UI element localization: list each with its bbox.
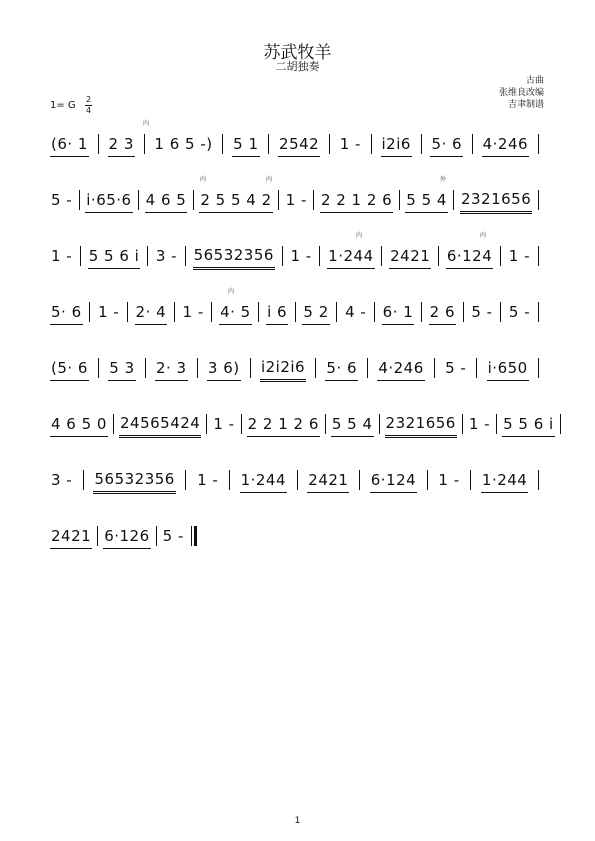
measure: 4·246 <box>482 132 529 157</box>
barline <box>138 190 139 210</box>
measure: 5 5 6 i <box>88 244 141 269</box>
measure: 2· 4 <box>135 300 168 325</box>
measure: 5 5 6 i <box>502 412 555 437</box>
measure: 5 1 <box>232 132 259 157</box>
barline <box>156 526 157 546</box>
barline <box>367 358 368 378</box>
barline <box>258 302 259 322</box>
barline <box>421 134 422 154</box>
time-signature <box>85 96 92 115</box>
measure: 1 - <box>97 303 120 321</box>
barline <box>500 302 501 322</box>
measure: i 6 <box>266 300 288 325</box>
barline <box>359 470 360 490</box>
notation-line <box>50 300 544 324</box>
measure: i·650 <box>487 356 529 381</box>
barline <box>538 246 539 266</box>
measure: 5· 6 <box>50 300 83 325</box>
barline <box>295 302 296 322</box>
notation-line <box>50 356 544 380</box>
measure: 6· 1 <box>382 300 415 325</box>
barline <box>83 470 84 490</box>
measure: 2421 <box>389 244 431 269</box>
measure: 1·244 <box>481 468 528 493</box>
score-title: 苏武牧羊 <box>263 43 332 63</box>
measure: 6·124 <box>370 468 417 493</box>
barline <box>222 134 223 154</box>
barline <box>538 358 539 378</box>
score-subtitle: 二胡独奏 <box>275 60 320 73</box>
bowing-annotation: 内 <box>200 176 207 183</box>
barline <box>421 302 422 322</box>
measure: 1 - <box>182 303 204 321</box>
measure: 5 - <box>445 359 467 377</box>
measure: 1 - <box>213 415 235 433</box>
barline <box>371 134 372 154</box>
barline <box>197 358 198 378</box>
time-signature-top: 2 <box>85 95 92 104</box>
barline <box>427 470 428 490</box>
measure: 5 - <box>508 303 531 321</box>
measure: 1 - <box>468 415 491 433</box>
measure: 1 - <box>339 135 361 153</box>
barline <box>79 190 80 210</box>
notation-line <box>50 524 544 548</box>
measure: 5 5 4 <box>405 188 448 213</box>
measure: 5· 6 <box>430 132 463 157</box>
bowing-annotation: 内 <box>143 120 150 127</box>
measure: 1·244 <box>327 244 374 269</box>
measure: 5· 6 <box>325 356 358 381</box>
measure: 56532356 <box>93 467 175 494</box>
measure: 1·244 <box>240 468 287 493</box>
measure: 1 6 5 -) <box>154 135 213 153</box>
notation-line <box>50 188 544 212</box>
barline <box>278 190 279 210</box>
barline <box>434 358 435 378</box>
measure: 1 - <box>290 247 312 265</box>
measure: 2 3 <box>108 132 135 157</box>
bowing-annotation: 内 <box>356 232 363 239</box>
notation-line <box>50 132 544 156</box>
measure: 6·126 <box>103 524 150 549</box>
measure: i·65·6 <box>85 188 132 213</box>
barline <box>193 190 194 210</box>
barline <box>538 190 539 210</box>
barline <box>313 190 314 210</box>
barline <box>379 414 380 434</box>
barline <box>538 302 539 322</box>
barline <box>98 134 99 154</box>
barline <box>319 246 320 266</box>
measure: 1 - <box>197 471 219 489</box>
credit-transcriber: 吉聿制谱 <box>507 100 544 110</box>
barline <box>185 470 186 490</box>
measure: 4 - <box>345 303 367 321</box>
barline <box>560 414 561 434</box>
barline <box>463 302 464 322</box>
page-number: 1 <box>294 816 301 826</box>
measure: i2i6 <box>381 132 412 157</box>
key-signature: 1= G <box>50 100 76 111</box>
bowing-annotation: 外 <box>440 176 447 183</box>
notation-line <box>50 244 544 268</box>
measure: 2 5 5 4 2 <box>199 188 272 213</box>
barline <box>113 414 114 434</box>
barline <box>315 358 316 378</box>
barline <box>211 302 212 322</box>
barline <box>453 190 454 210</box>
measure: (6· 1 <box>50 132 89 157</box>
barline <box>89 302 90 322</box>
notation-line <box>50 412 554 436</box>
barline <box>325 414 326 434</box>
measure: (5· 6 <box>50 356 89 381</box>
barline <box>147 246 148 266</box>
barline <box>174 302 175 322</box>
barline <box>329 134 330 154</box>
measure: 4 6 5 0 <box>50 412 108 437</box>
barline <box>80 246 81 266</box>
measure: 4 6 5 <box>145 188 188 213</box>
measure: 5 2 <box>302 300 329 325</box>
measure: 3 6) <box>207 356 241 381</box>
barline <box>185 246 186 266</box>
barline <box>500 246 501 266</box>
measure: 2321656 <box>385 411 457 438</box>
measure: 56532356 <box>193 243 275 270</box>
barline <box>127 302 128 322</box>
barline <box>229 470 230 490</box>
bowing-annotation: 内 <box>480 232 487 239</box>
measure: 1 - <box>51 247 73 265</box>
barline <box>496 414 497 434</box>
barline <box>97 526 98 546</box>
measure: 2421 <box>50 524 92 549</box>
measure: 6·124 <box>446 244 493 269</box>
notation-line <box>50 468 544 492</box>
measure: 1 - <box>438 471 460 489</box>
barline <box>297 470 298 490</box>
measure: 5 3 <box>108 356 135 381</box>
measure: 2 2 1 2 6 <box>320 188 393 213</box>
bowing-annotation: 内 <box>266 176 273 183</box>
barline <box>268 134 269 154</box>
bowing-annotation: 内 <box>228 288 235 295</box>
barline <box>381 246 382 266</box>
measure: 2 6 <box>429 300 456 325</box>
time-signature-bottom: 4 <box>85 106 92 115</box>
credit-arranger: 张维良改编 <box>498 88 544 98</box>
measure: 1 - <box>285 191 307 209</box>
barline <box>438 246 439 266</box>
measure: 3 - <box>155 247 178 265</box>
barline <box>462 414 463 434</box>
measure: 2542 <box>278 132 320 157</box>
barline <box>476 358 477 378</box>
measure: 5 - <box>162 527 184 545</box>
measure: 1 - <box>508 247 530 265</box>
barline <box>206 414 207 434</box>
measure: 2 2 1 2 6 <box>247 412 320 437</box>
barline <box>144 134 145 154</box>
measure: 2421 <box>307 468 349 493</box>
measure: i2i2i6 <box>260 355 306 382</box>
barline <box>470 470 471 490</box>
barline <box>241 414 242 434</box>
barline <box>538 470 539 490</box>
barline <box>98 358 99 378</box>
barline <box>145 358 146 378</box>
measure: 2321656 <box>460 187 532 214</box>
barline <box>282 246 283 266</box>
barline <box>472 134 473 154</box>
credit-origin: 古曲 <box>525 76 544 86</box>
barline <box>399 190 400 210</box>
measure: 5 - <box>471 303 493 321</box>
measure: 5 5 4 <box>331 412 374 437</box>
measure: 3 - <box>51 471 73 489</box>
final-barline <box>191 526 197 546</box>
barline <box>374 302 375 322</box>
measure: 4· 5 <box>219 300 252 325</box>
measure: 2· 3 <box>155 356 188 381</box>
measure: 5 - <box>51 191 73 209</box>
barline <box>538 134 539 154</box>
barline <box>336 302 337 322</box>
barline <box>250 358 251 378</box>
measure: 24565424 <box>119 411 201 438</box>
measure: 4·246 <box>377 356 424 381</box>
